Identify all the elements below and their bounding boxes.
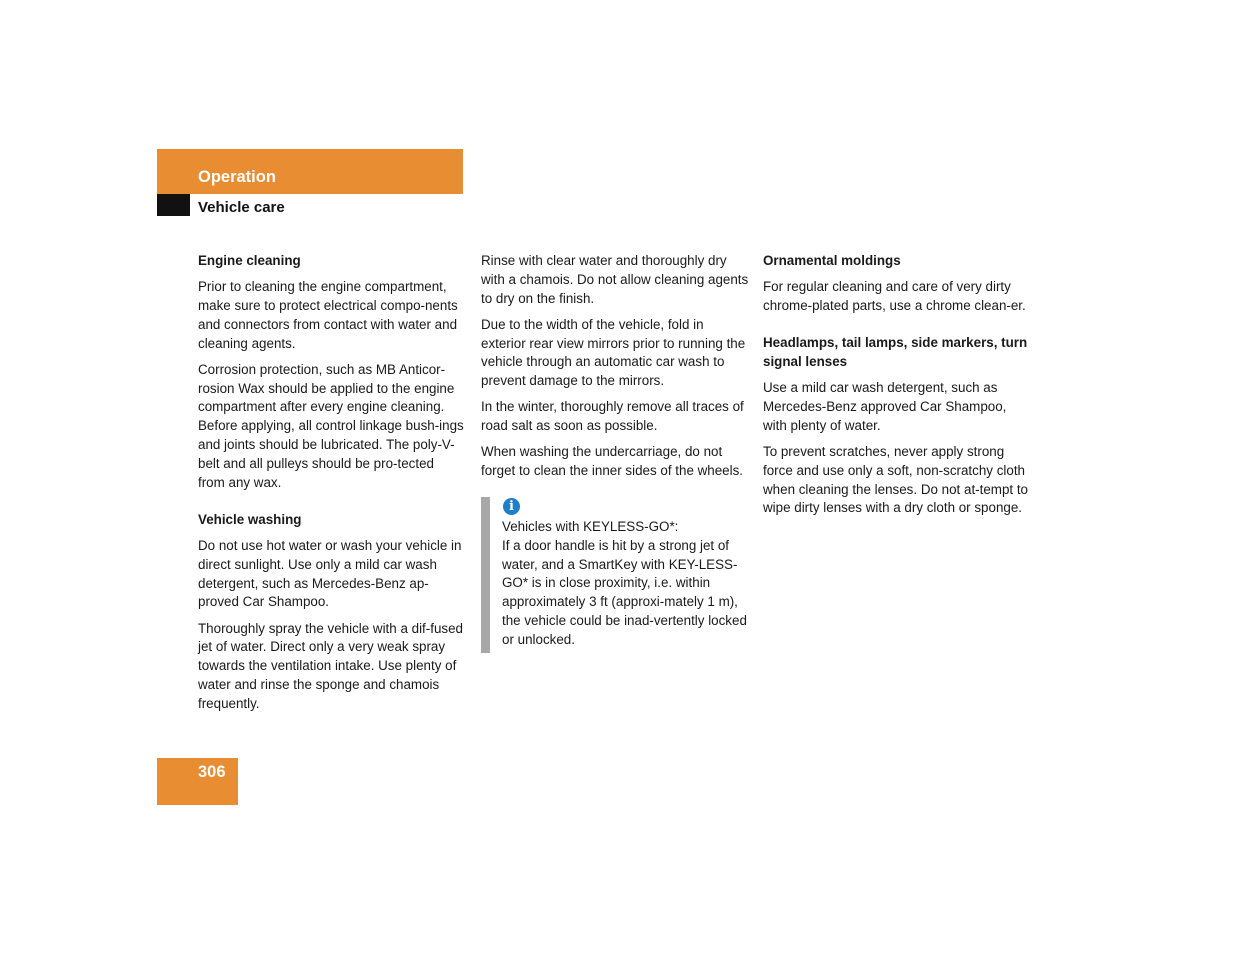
page-number: 306 — [198, 763, 226, 781]
info-text — [502, 518, 749, 650]
heading-vehicle-washing: Vehicle washing — [198, 511, 302, 527]
column-3 — [763, 252, 1031, 526]
info-body: If a door handle is hit by a strong jet of water, and a SmartKey with KEY-LESS-GO* is in close proximity, i.e. within approximately 3 ft (approxi-mately 1 m), the vehicle could be inad-vertently locked or unlocked. — [502, 537, 747, 647]
paragraph: Corrosion protection, such as MB Anticor-rosion Wax should be applied to the engine compartment after every engine cleaning. Before applying, all control linkage bush-ings and joints should be lubricated. The poly-V-belt and all pulleys should be pro-tected from any wax. — [198, 361, 464, 490]
section-marker — [157, 194, 190, 216]
info-title: Vehicles with KEYLESS-GO*: — [502, 518, 679, 534]
paragraph: Prior to cleaning the engine compartment, make sure to protect electrical compo-nents and connectors from contact with water and cleaning agents. — [198, 279, 458, 351]
info-icon: i — [503, 498, 520, 515]
heading-engine-cleaning: Engine cleaning — [198, 253, 301, 268]
chapter-header-bar — [157, 149, 463, 194]
paragraph: Rinse with clear water and thoroughly dry with a chamois. Do not allow cleaning agents to dry on the finish. — [481, 253, 749, 306]
paragraph: For regular cleaning and care of very dirty chrome-plated parts, use a chrome clean-er. — [763, 279, 1026, 313]
column-2 — [481, 252, 749, 650]
paragraph: In the winter, thoroughly remove all traces of road salt as soon as possible. — [481, 399, 744, 434]
paragraph: Thoroughly spray the vehicle with a dif-fused jet of water. Direct only a very weak spray towards the ventilation intake. Use plenty of water and rinse the sponge and chamois frequently. — [198, 620, 463, 711]
paragraph: Do not use hot water or wash your vehicle in direct sunlight. Use only a mild car wash detergent, such as Mercedes-Benz ap-proved Car Shampoo. — [198, 537, 462, 610]
paragraph: Due to the width of the vehicle, fold in exterior rear view mirrors prior to running the vehicle through an automatic car wash to prevent damage to the mirrors. — [481, 316, 746, 389]
paragraph: To prevent scratches, never apply strong force and use only a soft, non-scratchy cloth when cleaning the lenses. Do not at-tempt to wipe dirty lenses with a dry cloth or sponge. — [763, 443, 1028, 516]
column-1 — [198, 252, 464, 721]
info-note — [481, 497, 749, 650]
paragraph: When washing the undercarriage, do not forget to clean the inner sides of the wheels. — [481, 444, 744, 479]
chapter-title: Operation — [198, 168, 276, 186]
heading-ornamental-moldings: Ornamental moldings — [763, 253, 901, 268]
section-title: Vehicle care — [198, 199, 285, 216]
paragraph: Use a mild car wash detergent, such as Mercedes-Benz approved Car Shampoo, with plenty of water. — [763, 380, 1007, 433]
page-number-box — [157, 758, 238, 805]
info-bar — [481, 497, 490, 653]
heading-headlamps: Headlamps, tail lamps, side markers, turn signal lenses — [763, 335, 1028, 369]
